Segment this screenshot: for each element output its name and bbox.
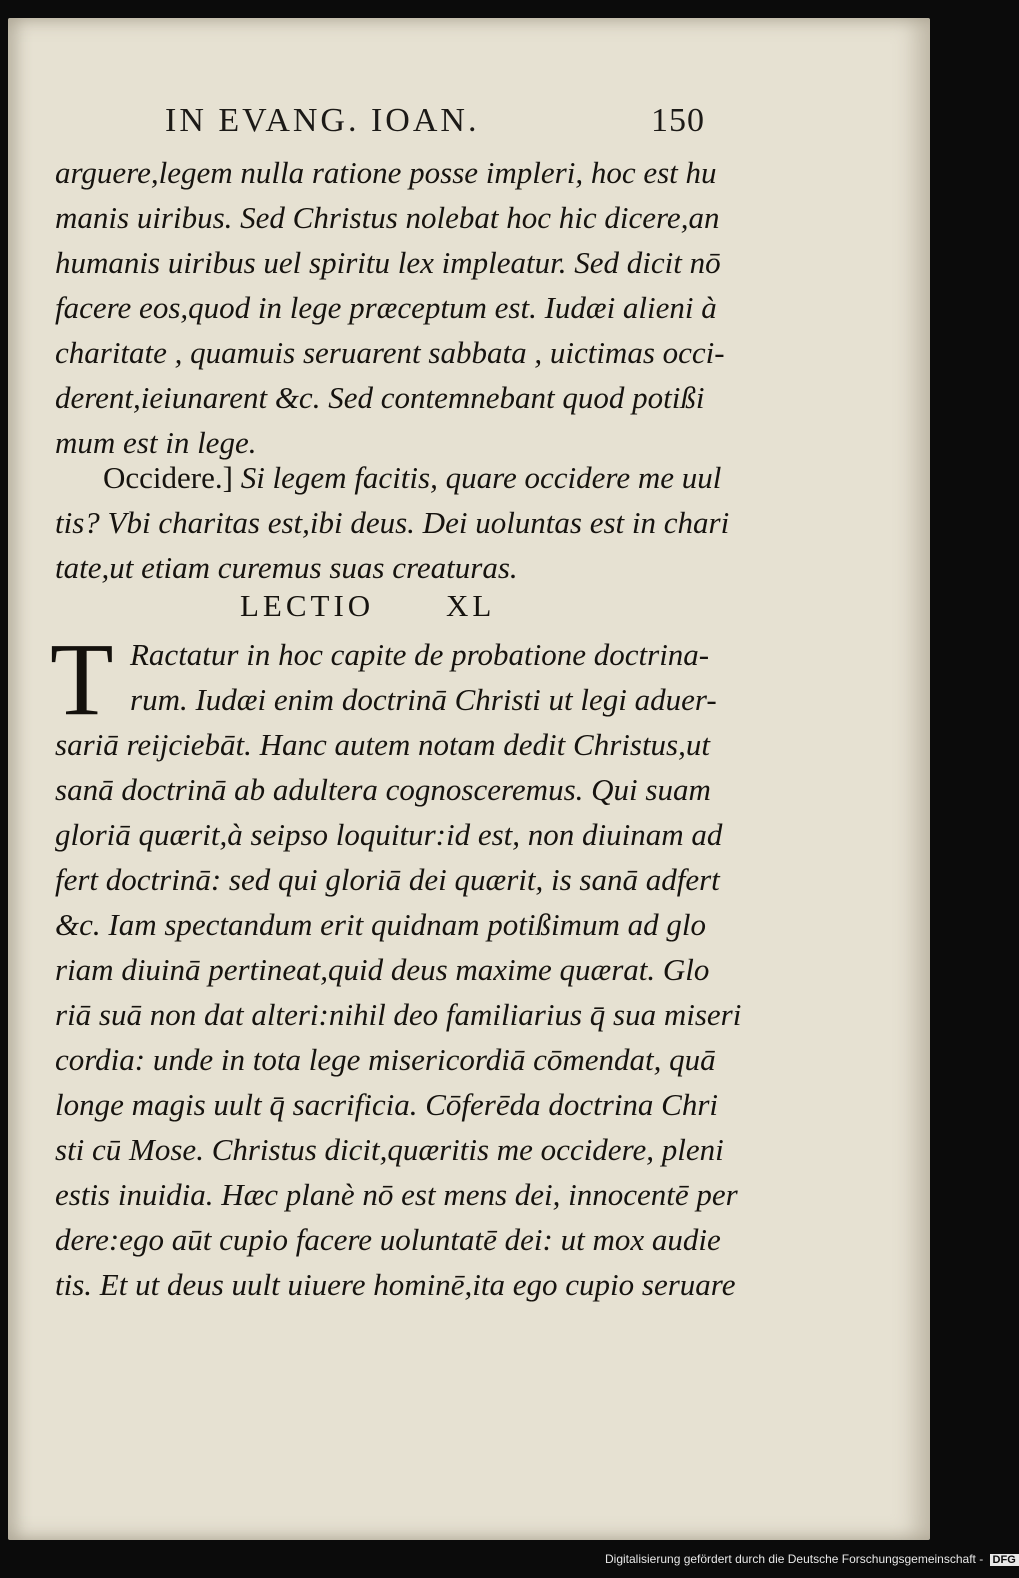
running-head <box>165 102 725 146</box>
section-number: XL <box>445 588 496 623</box>
text-line: sti cū Mose. Christus dicit,quæritis me occidere, pleni <box>55 1132 724 1167</box>
text-line: fert doctrinā: sed qui gloriā dei quærit, is sanā adfert <box>55 862 720 897</box>
running-head-title: IN EVANG. IOAN. <box>165 102 480 139</box>
text-line: sanā doctrinā ab adultera cognosceremus. Qui suam <box>55 772 711 807</box>
drop-cap: T <box>50 622 114 737</box>
text-line: riā suā non dat alteri:nihil deo familiarius q̄ sua miseri <box>55 997 742 1032</box>
text-line: derent,ieiunarent &c. Sed contemnebant quod potißi <box>55 380 705 415</box>
lemma: Occidere.] <box>103 460 233 495</box>
dfg-logo: DFG <box>990 1554 1019 1566</box>
text-line: longe magis uult q̄ sacrificia. Cōferēda doctrina Chri <box>55 1087 719 1122</box>
text-line: dere:ego aūt cupio facere uoluntatē dei: ut mox audie <box>55 1222 721 1257</box>
text-line: riam diuinā pertineat,quid deus maxime quærat. Glo <box>55 952 710 987</box>
text-line: mum est in lege. <box>55 425 257 460</box>
footer-text: Digitalisierung gefördert durch die Deutsche Forschungsgemeinschaft - <box>605 1552 984 1566</box>
text-line: tate,ut etiam curemus suas creaturas. <box>55 550 518 585</box>
text-line: tis? Vbi charitas est,ibi deus. Dei uoluntas est in chari <box>55 505 730 540</box>
text-line: humanis uiribus uel spiritu lex impleatur. Sed dicit nō <box>55 245 721 280</box>
text-line: estis inuidia. Hæc planè nō est mens dei, innocentē per <box>55 1177 738 1212</box>
text-line: sariā reijciebāt. Hanc autem notam dedit Christus,ut <box>55 727 710 762</box>
text-line: charitate , quamuis seruarent sabbata , uictimas occi- <box>55 335 725 370</box>
page-number: 150 <box>651 102 705 139</box>
text-line: gloriā quærit,à seipso loquitur:id est, non diuinam ad <box>55 817 723 852</box>
section-heading <box>240 588 640 624</box>
text-line <box>55 455 735 500</box>
text-line: &c. Iam spectandum erit quidnam potißimum ad glo <box>55 907 706 942</box>
text-line: facere eos,quod in lege præceptum est. Iudæi alieni à <box>55 290 717 325</box>
paragraph-1 <box>55 150 735 465</box>
text-line: arguere,legem nulla ratione posse impleri, hoc est hu <box>55 155 717 190</box>
text-line: tis. Et ut deus uult uiuere hominē,ita ego cupio seruare <box>55 1267 736 1302</box>
digitization-footer <box>605 1552 1019 1574</box>
lectio-body <box>55 632 742 1307</box>
paragraph-2 <box>55 455 735 590</box>
text-line: Ractatur in hoc capite de probatione doctrina- <box>130 637 710 672</box>
section-label: LECTIO <box>240 588 375 623</box>
text-line: manis uiribus. Sed Christus nolebat hoc hic dicere,an <box>55 200 720 235</box>
text-line-content: Si legem facitis, quare occidere me uul <box>240 460 722 495</box>
text-line: cordia: unde in tota lege misericordiā cōmendat, quā <box>55 1042 716 1077</box>
text-line: rum. Iudæi enim doctrinā Christi ut legi aduer- <box>130 682 717 717</box>
